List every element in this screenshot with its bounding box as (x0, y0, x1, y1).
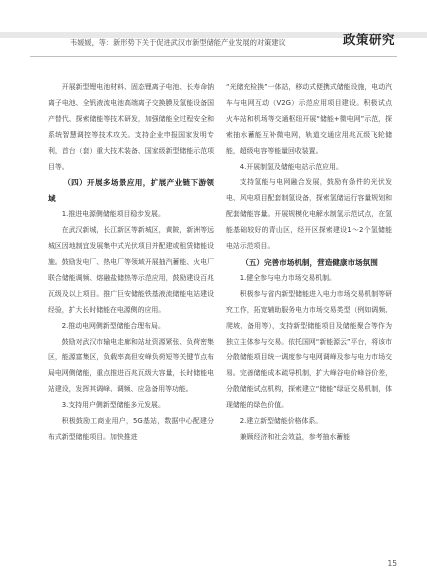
subheading: 2.推动电网侧新型储能合理布局。 (61, 321, 165, 330)
paragraph: 积极鼓励工商业用户，5G基站，数据中心配建分布式新型储能项目。加快推进 (48, 417, 214, 441)
page-number: 15 (387, 559, 397, 568)
subheading: 1.推进电源侧储能项目稳步发展。 (61, 210, 165, 219)
header-rule (30, 56, 397, 57)
running-title: 韦媛媛，等：新形势下关于促进武汉市新型储能产业发展的对策建议 (70, 38, 286, 47)
subheading: 2.建立新型储能价格体系。 (239, 417, 323, 426)
subheading: 4.开展制氢及储能电站示范应用。 (239, 162, 343, 171)
page-header (0, 0, 427, 62)
paragraph: 兼顾经济和社会效益，参考抽水蓄能 (239, 432, 351, 441)
section-heading: （五）完善市场机制，营造健康市场氛围 (241, 257, 378, 267)
section-name: 政策研究 (342, 32, 395, 47)
paragraph: 在武汉新城，长江新区等新城区，黄陂，新洲等远城区因地制宜发展集中式光伏项目并配建或租赁储能设施。鼓励发电厂、热电厂等领域开展抽汽蓄能、火电厂联合储能调频、熔融盐储热等示范应用，鼓励建设百兆瓦级及以上项目。推广巨安储能铁基液流储能电站建设经验，扩大长时储能在电源侧的应用。 (48, 226, 214, 314)
left-column (48, 80, 214, 446)
paragraph: 鼓励对武汉市输电走廊和站址资源紧张、负荷密集区，能源富集区，负载率高但安峰负荷短等关键节点布局电网侧储能，重点推进百兆瓦级大容量，长时储能电站建设，发挥其调峰、调频、应急备用等功能。 (48, 337, 214, 394)
subheading: 1.健全参与电力市场交易机制。 (239, 273, 336, 282)
paragraph: “光储充检换”一体站，移动式便携式储能设施，电动汽车与电网互动（V2G）示范应用项目建设。积极试点火车站和机场等交通枢纽开展“储能+微电网”示范，探索抽水蓄能互补微电网，轨道交通应用兆瓦级飞轮储能，超级电容等能量回收装置。 (226, 83, 392, 155)
right-column (226, 80, 392, 446)
paragraph: 积极参与省内新型储能进入电力市场交易机制等研究工作，拓宽辅助服务电力市场交易类型（例如调频、爬坡、备用等），支持新型储能项目及储能聚合等作为独立主体参与交易。依托国网“新能源云”平台，将该市分散储能项目统一调度参与电网调峰及参与电力市场交易。完善储能成本疏导机制，扩大峰谷电价峰谷价差，分散储能试点机构，探索建立“储能”绿证交易机制，体现储能的绿色价值。 (226, 289, 392, 410)
section-heading: （四）开展多场景应用，扩展产业链下游领域 (48, 178, 214, 204)
paragraph: 开展新型锂电池材料、固态锂离子电池、长寿命钠离子电池、全钒液流电池高端离子交换膜及氢能设备国产替代、探索储能等技术研发，加强储能全过程安全和系统智慧调控等技术攻关。支持企业申报国家发明专利，首台（套）重大技术装备、国家级新型储能示范项目等。 (48, 83, 214, 171)
paragraph: 支持氢能与电网融合发展，鼓励有条件的光伏发电、风电项目配套制氢设备，探索氢储运行容量规划和配套储能容量。开展规模化电解水制氢示范试点，在氢能基础较好的青山区，经开区探索建设1～2个氢储能电站示范项目。 (226, 178, 392, 251)
subheading: 3.支持用户侧新型储能多元发展。 (61, 401, 165, 410)
